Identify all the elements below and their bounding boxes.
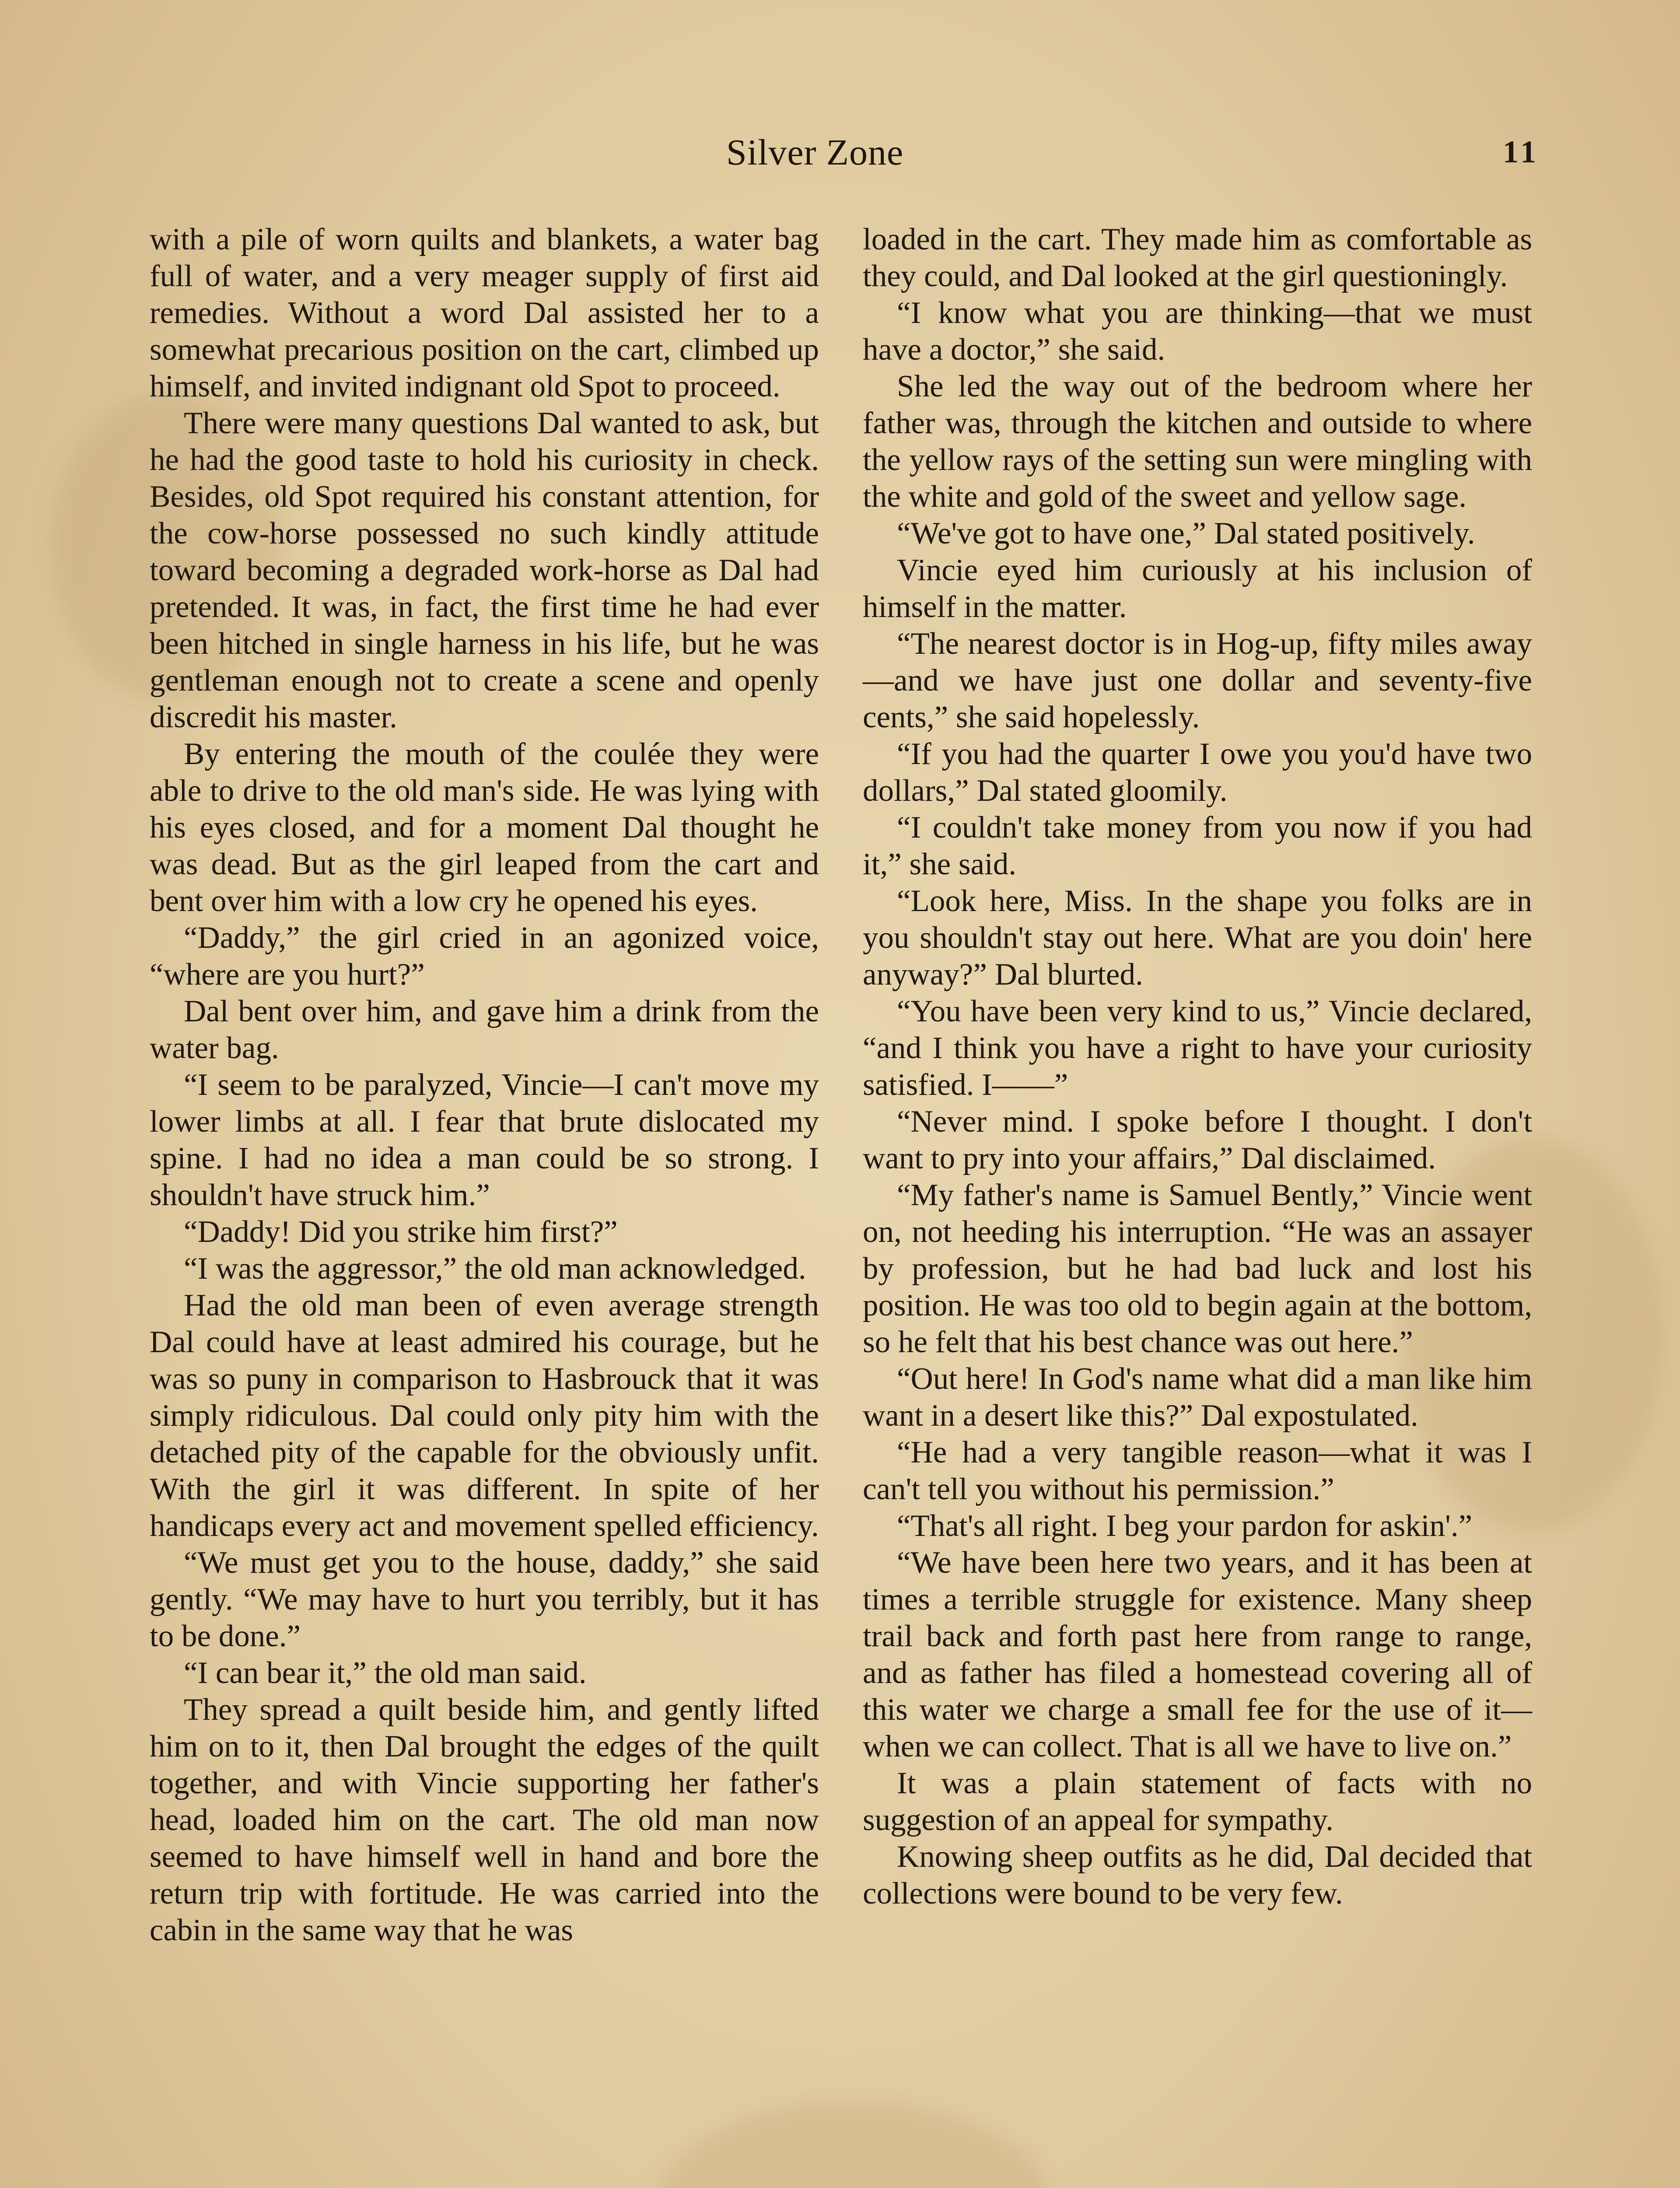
paragraph: “Daddy,” the girl cried in an agonized voice, “where are you hurt?” bbox=[150, 921, 819, 992]
right-column bbox=[863, 221, 1532, 1912]
paragraph: “Look here, Miss. In the shape you folks are in you shouldn't stay out here. What are you doin' here anyway?” Dal blurted. bbox=[863, 884, 1532, 992]
paragraph: “The nearest doctor is in Hog-up, fifty miles away—and we have just one dollar and seventy-five cents,” she said hopelessly. bbox=[863, 627, 1532, 734]
paragraph: “I was the aggressor,” the old man acknowledged. bbox=[184, 1252, 806, 1286]
paragraph: “My father's name is Samuel Bently,” Vincie went on, not heeding his interruption. “He was an assayer by profession, but he had bad luck and lost his position. He was too old to begin again at the bottom, so he felt that his best chance was out here.” bbox=[863, 1178, 1532, 1359]
paragraph: “If you had the quarter I owe you you'd have two dollars,” Dal stated gloomily. bbox=[863, 737, 1532, 808]
paragraph: Vincie eyed him curiously at his inclusion of himself in the matter. bbox=[863, 553, 1532, 624]
paragraph: loaded in the cart. They made him as comfortable as they could, and Dal looked at the girl questioningly. bbox=[863, 222, 1532, 293]
paragraph: They spread a quilt beside him, and gently lifted him on to it, then Dal brought the edges of the quilt together, and with Vincie supporting her father's head, loaded him on the cart. The old man now seemed to have himself well in hand and bore the return trip with fortitude. He was carried into the cabin in the same way that he was bbox=[150, 1693, 819, 1947]
left-column bbox=[150, 221, 819, 1949]
paragraph: “I seem to be paralyzed, Vincie—I can't move my lower limbs at all. I fear that brute dislocated my spine. I had no idea a man could be so strong. I shouldn't have struck him.” bbox=[150, 1068, 819, 1212]
paragraph: She led the way out of the bedroom where her father was, through the kitchen and outside to where the yellow rays of the setting sun were mingling with the white and gold of the sweet and yellow sage. bbox=[863, 369, 1532, 514]
paragraph: Knowing sheep outfits as he did, Dal decided that collections were bound to be very few. bbox=[863, 1840, 1532, 1911]
paragraph: Dal bent over him, and gave him a drink from the water bag. bbox=[150, 994, 819, 1065]
running-head: Silver Zone bbox=[726, 132, 904, 173]
paragraph: “You have been very kind to us,” Vincie declared, “and I think you have a right to have your curiosity satisfied. I——” bbox=[863, 994, 1532, 1102]
paragraph: “We must get you to the house, daddy,” she said gently. “We may have to hurt you terribly, but it has to be done.” bbox=[150, 1546, 819, 1653]
paper-stain bbox=[656, 2100, 1050, 2188]
paragraph: “I know what you are thinking—that we must have a doctor,” she said. bbox=[863, 296, 1532, 367]
paragraph: There were many questions Dal wanted to ask, but he had the good taste to hold his curiosity in check. Besides, old Spot required his constant attention, for the cow-horse possessed no such kindly attitude toward becoming a degraded work-horse as Dal had pretended. It was, in fact, the first time he had ever been hitched in single harness in his life, but he was gentleman enough not to create a scene and openly discredit his master. bbox=[150, 406, 819, 734]
paragraph: By entering the mouth of the coulée they were able to drive to the old man's side. He was lying with his eyes closed, and for a moment Dal thought he was dead. But as the girl leaped from the cart and bent over him with a low cry he opened his eyes. bbox=[150, 737, 819, 918]
paragraph: “That's all right. I beg your pardon for askin'.” bbox=[897, 1509, 1473, 1543]
paragraph: “He had a very tangible reason—what it was I can't tell you without his permission.” bbox=[863, 1435, 1532, 1506]
paragraph: Had the old man been of even average strength Dal could have at least admired his courage, but he was so puny in comparison to Hasbrouck that it was simply ridiculous. Dal could only pity him with the detached pity of the capable for the obviously unfit. With the girl it was different. In spite of her handicaps every act and movement spelled efficiency. bbox=[150, 1288, 819, 1543]
paragraph: “Never mind. I spoke before I thought. I don't want to pry into your affairs,” Dal disclaimed. bbox=[863, 1105, 1532, 1175]
paragraph: “I can bear it,” the old man said. bbox=[184, 1656, 587, 1690]
paragraph: “We've got to have one,” Dal stated positively. bbox=[897, 516, 1475, 551]
page-number: 11 bbox=[1503, 134, 1540, 169]
paragraph: “Daddy! Did you strike him first?” bbox=[184, 1215, 618, 1249]
paragraph: “Out here! In God's name what did a man like him want in a desert like this?” Dal expostulated. bbox=[863, 1362, 1532, 1433]
paragraph: with a pile of worn quilts and blankets, a water bag full of water, and a very meager supply of first aid remedies. Without a word Dal assisted her to a somewhat precarious position on the cart, climbed up himself, and invited indignant old Spot to proceed. bbox=[150, 222, 819, 403]
paragraph: “We have been here two years, and it has been at times a terrible struggle for existence. Many sheep trail back and forth past here from range to range, and as father has filed a homestead covering all of this water we charge a small fee for the use of it—when we can collect. That is all we have to live on.” bbox=[863, 1546, 1532, 1764]
paragraph: It was a plain statement of facts with no suggestion of an appeal for sympathy. bbox=[863, 1766, 1532, 1837]
paragraph: “I couldn't take money from you now if you had it,” she said. bbox=[863, 810, 1532, 881]
